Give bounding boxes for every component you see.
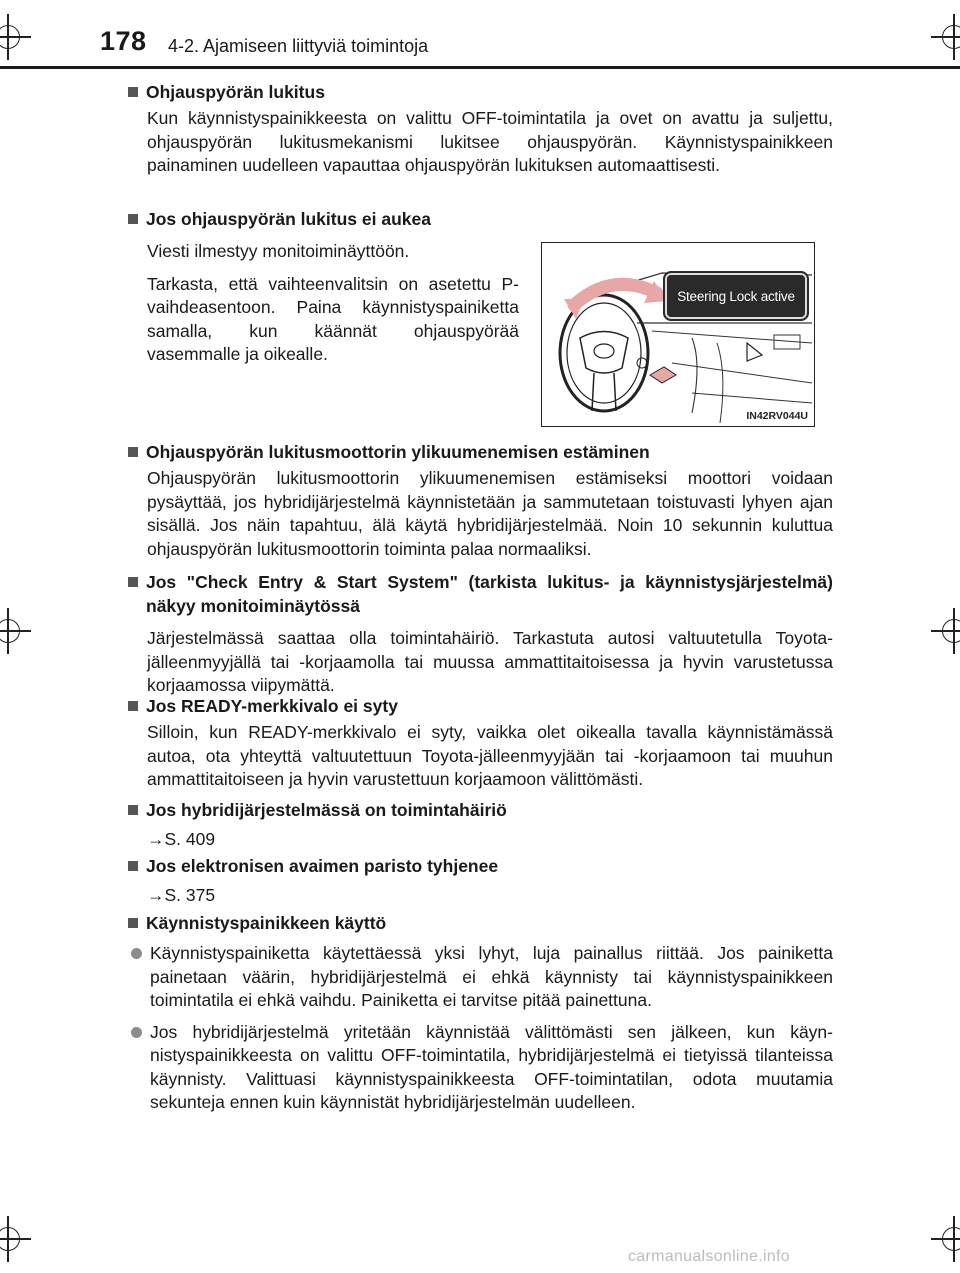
list-item <box>128 1021 833 1115</box>
section-heading: Käynnistyspainikkeen käyttö <box>146 913 387 933</box>
section-body: Silloin, kun READY-merkkivalo ei syty, vaikka olet oikealla tavalla käynnistämässä autoa, ota yhteyttä valtuutettuun Toyota-jälleenmyyjään tai -korjaamoon tai muuhun ammattitaitoiseen ja hyvin varustettuun korjaamoon välittömästi. <box>147 722 833 789</box>
square-bullet-icon <box>128 577 138 587</box>
crop-mark-top-left <box>0 20 25 54</box>
list-item-text: Käynnistyspainiketta käytettäessä yksi lyhyt, luja painallus riittää. Jos painiketta painetaan väärin, hybridijärjestelmä ei ehkä käynnisty tai käynnistyspainikkeen toimintatila ei ehkä vaihdu. Painiketta ei tarvitse pitää painettuna. <box>150 943 833 1010</box>
section-check-entry-start <box>128 570 833 698</box>
list-item <box>128 942 833 1013</box>
section-heading: Jos ohjauspyörän lukitus ei aukea <box>146 209 431 229</box>
section-paragraph: Tarkasta, että vaihteenvalitsin on asetettu P-vaihdeasentoon. Paina käynnistyspainiketta samalla, kun käännät ohjauspyörää vasemmalle ja oikealle. <box>147 273 519 364</box>
square-bullet-icon <box>128 447 138 457</box>
square-bullet-icon <box>128 701 138 711</box>
section-body: Järjestelmässä saattaa olla toimintahäiriö. Tarkastuta autosi valtuutetulla Toyota-jälleenmyyjällä tai -korjaamolla tai muussa ammattitaitoisessa ja hyvin varustetussa korjaamossa viipymättä. <box>147 628 833 695</box>
square-bullet-icon <box>128 214 138 224</box>
section-key-battery <box>128 854 833 908</box>
page-reference-link[interactable]: →S. 409 <box>147 829 216 849</box>
steering-lock-illustration <box>541 242 815 427</box>
section-heading: Ohjauspyörän lukitus <box>146 82 325 102</box>
page-number: 178 <box>100 26 147 56</box>
watermark: carmanualsonline.info <box>628 1248 790 1265</box>
section-start-button-use <box>128 911 833 1115</box>
square-bullet-icon <box>128 918 138 928</box>
section-body: Ohjauspyörän lukitusmoottorin ylikuumenemisen estämiseksi moottori voidaan pysäyttää, jos hybridijärjestelmä käynnistetään ja sammutetaan toistuvasti lyhyen ajan sisällä. Jos näin tapahtuu, älä käytä hybridijärjestelmää. Noin 10 sekunnin kuluttua ohjauspyörän lukitusmoottorin toiminta palaa normaaliksi. <box>147 468 833 559</box>
section-heading: Jos "Check Entry & Start System" (tarkista lukitus- ja käynnistysjärjestelmä) näkyy monitoiminäytössä <box>146 572 833 616</box>
round-bullet-icon <box>131 948 142 959</box>
square-bullet-icon <box>128 805 138 815</box>
section-heading: Ohjauspyörän lukitusmoottorin ylikuumenemisen estäminen <box>146 442 650 462</box>
list-item-text: Jos hybridijärjestelmä yritetään käynnistää välittömästi sen jälkeen, kun käynnistyspainikkeesta on valittu OFF-toimintatila, hybridijärjestelmä ei tietyissä tilanteissa käynnisty. Valittuasi käynnistyspainikkeesta OFF-toimintatilan, odota muutamia sekunteja ennen kuin käynnistät hybridijärjestelmän uudelleen. <box>150 1021 833 1112</box>
section-motor-overheat <box>128 440 833 561</box>
section-paragraph: Viesti ilmestyy monitoiminäyttöön. <box>147 241 410 261</box>
crop-mark-mid-left <box>0 614 25 648</box>
section-heading: Jos elektronisen avaimen paristo tyhjenee <box>146 856 499 876</box>
section-title: 4-2. Ajamiseen liittyviä toimintoja <box>168 36 429 56</box>
steering-lock-active-display: Steering Lock active <box>663 271 809 321</box>
section-heading: Jos hybridijärjestelmässä on toimintahäiriö <box>146 800 507 820</box>
crop-mark-bottom-right <box>937 1222 960 1256</box>
section-body: Kun käynnistyspainikkeesta on valittu OFF-toimintatila ja ovet on avattu ja suljettu, ohjauspyörän lukitusmekanismi lukitsee ohjauspyörän. Käynnistyspainikkeen painaminen uudelleen vapauttaa ohjauspyörän lukituksen automaattisesti. <box>147 108 833 175</box>
section-steering-lock <box>128 80 833 178</box>
section-ready-light <box>128 694 833 792</box>
page-reference-link[interactable]: →S. 375 <box>147 885 216 905</box>
header-rule <box>0 66 960 69</box>
square-bullet-icon <box>128 87 138 97</box>
crop-mark-bottom-left <box>0 1222 25 1256</box>
figure-code: IN42RV044U <box>746 410 808 422</box>
section-heading: Jos READY-merkkivalo ei syty <box>146 696 398 716</box>
round-bullet-icon <box>131 1027 142 1038</box>
crop-mark-top-right <box>937 20 960 54</box>
square-bullet-icon <box>128 861 138 871</box>
crop-mark-mid-right <box>937 614 960 648</box>
section-hybrid-malfunction <box>128 798 833 852</box>
